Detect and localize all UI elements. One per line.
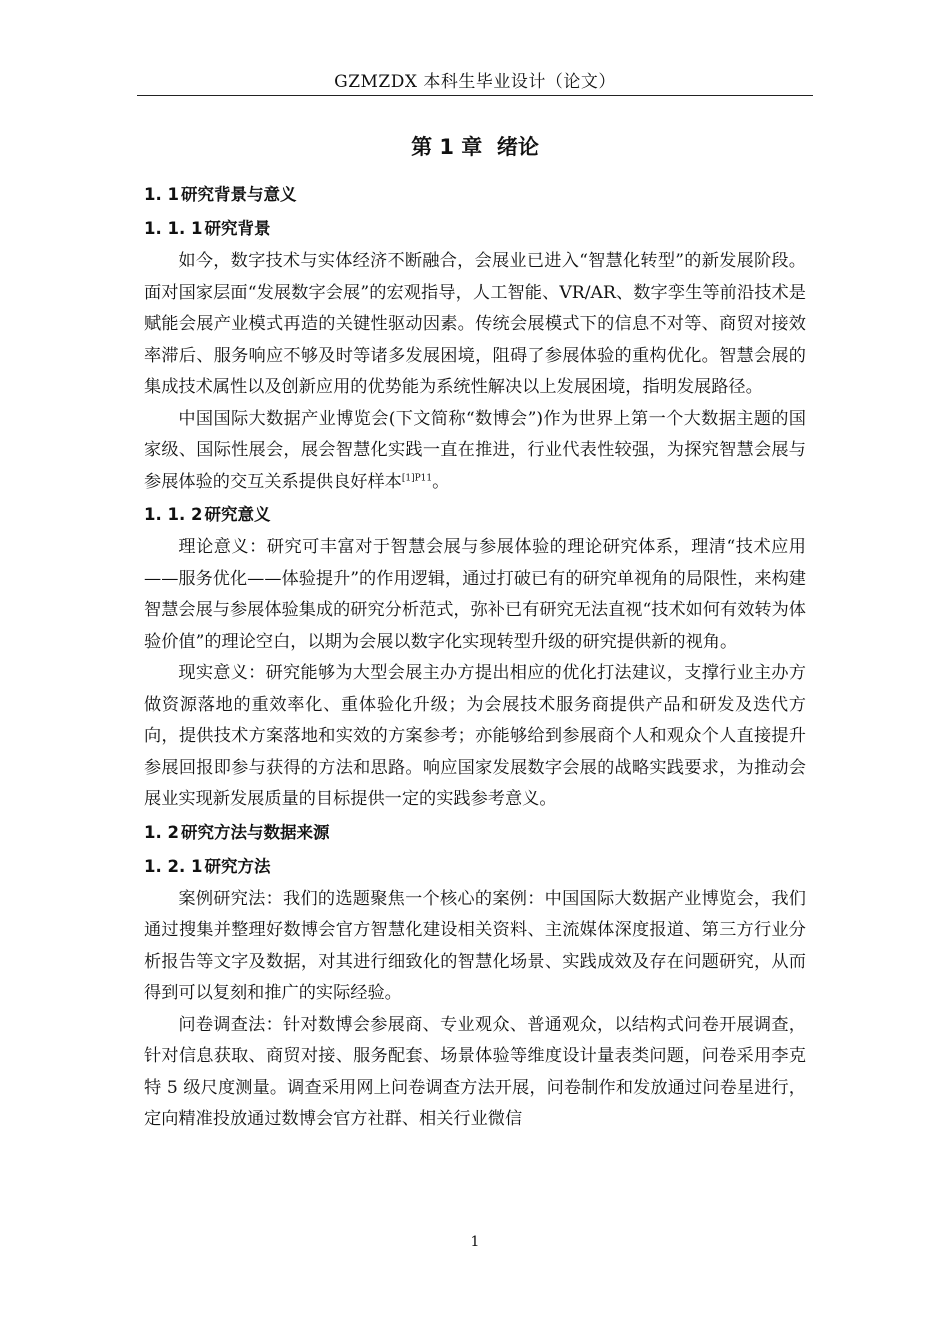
section-title: 研究方法与数据来源	[180, 822, 330, 842]
paragraph-method-case-study: 案例研究法：我们的选题聚焦一个核心的案例：中国国际大数据产业博览会，我们通过搜集并整理好数博会官方智慧化建设相关资料、主流媒体深度报道、第三方行业分析报告等文字及数据，对其进行细致化的智慧化场景、实践成效及存在问题研究，从而得到可以复刻和推广的实际经验。	[144, 888, 806, 1003]
paragraph-background-1: 如今，数字技术与实体经济不断融合，会展业已进入“智慧化转型”的新发展阶段。面对国家层面“发展数字会展”的宏观指导，人工智能、VR/AR、数字孪生等前沿技术是赋能会展产业模式再造的关键性驱动因素。传统会展模式下的信息不对等、商贸对接效率滞后、服务响应不够及时等诸多发展困境，阻碍了参展体验的重构优化。智慧会展的集成技术属性以及创新应用的优势能为系统性解决以上发展困境，指明发展路径。	[144, 251, 806, 397]
section-heading-1-2-1	[144, 850, 806, 884]
page-content	[144, 124, 806, 1136]
section-number: 1. 2	[144, 822, 179, 842]
chapter-number: 第 1 章	[411, 135, 483, 159]
paragraph-significance-practice: 现实意义：研究能够为大型会展主办方提出相应的优化打法建议，支撑行业主办方做资源落地的重效率化、重体验化升级；为会展技术服务商提供产品和研发及迭代方向，提供技术方案落地和实效的方案参考；亦能够给到参展商个人和观众个人直接提升参展回报即参与获得的方法和思路。响应国家发展数字会展的战略实践要求，为推动会展业实现新发展质量的目标提供一定的实践参考意义。	[144, 663, 806, 809]
header-rule	[137, 95, 813, 96]
section-title: 研究意义	[204, 505, 271, 524]
section-number: 1. 1	[144, 185, 179, 204]
section-number: 1. 2. 1	[144, 856, 203, 876]
section-heading-1-2	[144, 816, 806, 850]
section-heading-1-1-1	[144, 212, 806, 246]
citation-superscript: [1]P11	[401, 472, 433, 483]
section-heading-1-1-2	[144, 498, 806, 532]
page-number: 1	[470, 1234, 480, 1250]
section-title: 研究方法	[204, 856, 271, 876]
chapter-title-text: 绪论	[496, 135, 539, 159]
page-header: GZMZDX 本科生毕业设计（论文）	[334, 72, 616, 92]
section-number: 1. 1. 2	[144, 505, 203, 524]
paragraph-significance-theory: 理论意义：研究可丰富对于智慧会展与参展体验的理论研究体系，理清“技术应用——服务优化——体验提升”的作用逻辑，通过打破已有的研究单视角的局限性，来构建智慧会展与参展体验集成的研究分析范式，弥补已有研究无法直视“技术如何有效转为体验价值”的理论空白，以期为会展以数字化实现转型升级的研究提供新的视角。	[144, 537, 806, 652]
section-title: 研究背景与意义	[180, 185, 297, 204]
paragraph-text: 中国国际大数据产业博览会(下文简称“数博会”)作为世界上第一个大数据主题的国家级、国际性展会，展会智慧化实践一直在推进，行业代表性较强，为探究智慧会展与参展体验的交互关系提供良好样本	[144, 408, 806, 492]
paragraph-method-questionnaire: 问卷调查法：针对数博会参展商、专业观众、普通观众，以结构式问卷开展调查，针对信息获取、商贸对接、服务配套、场景体验等维度设计量表类问题，问卷采用李克特 5 级尺度测量。调查采用网上问卷调查方法开展，问卷制作和发放通过问卷星进行，定向精准投放通过数博会官方社群、相关行业微信	[144, 1014, 806, 1129]
paragraph-background-2	[144, 404, 806, 499]
chapter-title	[144, 132, 806, 162]
section-heading-1-1	[144, 178, 806, 212]
paragraph-end: 。	[432, 471, 450, 492]
section-number: 1. 1. 1	[144, 219, 203, 238]
section-title: 研究背景	[204, 219, 271, 238]
